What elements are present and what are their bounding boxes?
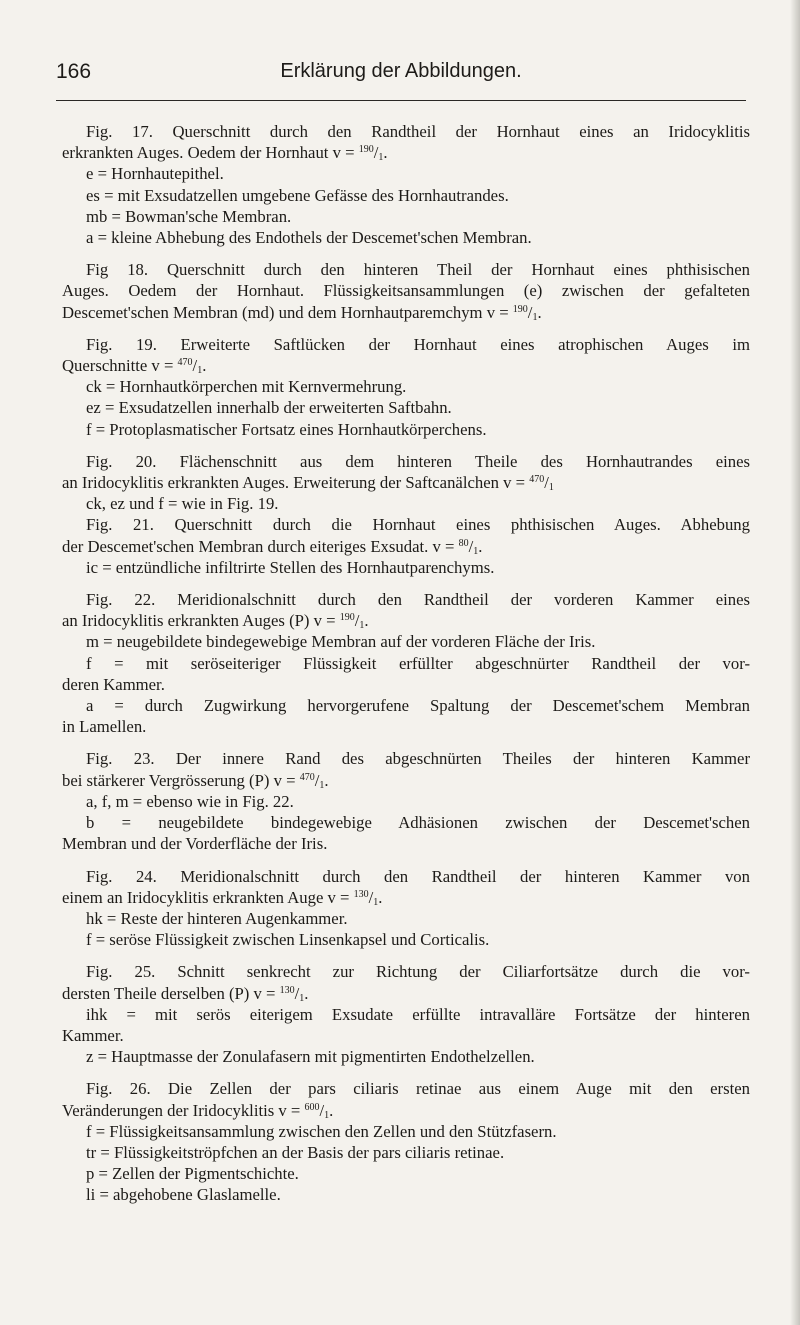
line-text: a = durch Zugwirkung hervorgerufene Spaltung der Descemet'schem Membran — [86, 696, 750, 716]
legend-item — [62, 397, 750, 418]
line-text: f = mit seröseiteriger Flüssigkeit erfüllter abgeschnürter Randtheil der vor- — [86, 653, 750, 673]
line-text: Descemet'schen Membran (md) und dem Hornhautparemchym v = — [62, 302, 513, 322]
legend-item — [62, 163, 750, 184]
line-text: a = kleine Abhebung des Endothels der Descemet'schen Membran. — [86, 228, 532, 248]
line-text: ihk = mit serös eiterigem Exsudate erfüllte intravalläre Fortsätze der hinteren — [86, 1004, 750, 1024]
fraction-slash: / — [294, 983, 300, 1003]
line-text: f = Flüssigkeitsansammlung zwischen den Zellen und den Stützfasern. — [86, 1121, 557, 1141]
line-text: Fig. 23. Der innere Rand des abgeschnürten Theiles der hinteren Kammer — [86, 749, 750, 769]
legend-item — [62, 695, 750, 716]
magnification-denominator: 1 — [373, 896, 379, 908]
line-text: Veränderungen der Iridocyklitis v = — [62, 1100, 305, 1120]
legend-item — [62, 514, 750, 535]
legend-item — [62, 493, 750, 514]
magnification-numerator: 600 — [304, 1101, 320, 1113]
page-header — [56, 60, 746, 101]
figure-caption-line — [62, 589, 750, 610]
line-text: bei stärkerer Vergrösserung (P) v = — [62, 770, 300, 790]
continuation-line — [62, 716, 750, 737]
line-text: Fig. 20. Flächenschnitt aus dem hinteren Theile des Hornhautrandes eines — [86, 451, 750, 471]
line-text: der Descemet'schen Membran durch eiteriges Exsudat. v = — [62, 536, 459, 556]
line-text: Fig. 19. Erweiterte Saftlücken der Hornhaut eines atrophischen Auges im — [86, 334, 750, 354]
fraction-slash: / — [527, 302, 533, 322]
figure-caption-line — [62, 748, 750, 769]
line-text: e = Hornhautepithel. — [86, 164, 224, 184]
line-text: dersten Theile derselben (P) v = — [62, 983, 280, 1003]
line-text: Fig. 21. Querschnitt durch die Hornhaut eines phthisischen Auges. Abhebung — [86, 515, 750, 535]
figure-caption-line — [62, 334, 750, 355]
figure-caption-line — [62, 866, 750, 887]
legend-item — [62, 1184, 750, 1205]
line-text: einem an Iridocyklitis erkrankten Auge v = — [62, 887, 354, 907]
continuation-line — [62, 1100, 750, 1121]
running-title: Erklärung der Abbildungen. — [280, 60, 522, 82]
line-end: . — [383, 143, 388, 163]
legend-item — [62, 1004, 750, 1025]
line-text: hk = Reste der hinteren Augenkammer. — [86, 908, 348, 928]
line-text: m = neugebildete bindegewebige Membran auf der vorderen Fläche der Iris. — [86, 632, 596, 652]
legend-item — [62, 206, 750, 227]
line-text: z = Hauptmasse der Zonulafasern mit pigmentirten Endothelzellen. — [86, 1047, 535, 1067]
line-text: Fig. 22. Meridionalschnitt durch den Randtheil der vorderen Kammer eines — [86, 590, 750, 610]
line-text: ic = entzündliche infiltrirte Stellen des Hornhautparenchyms. — [86, 557, 495, 577]
legend-item — [62, 185, 750, 206]
line-text: a, f, m = ebenso wie in Fig. 22. — [86, 791, 294, 811]
continuation-line — [62, 472, 750, 493]
magnification-numerator: 470 — [177, 357, 193, 369]
figure-caption-line — [62, 1078, 750, 1099]
magnification-denominator: 1 — [324, 1109, 330, 1121]
line-text: Fig. 24. Meridionalschnitt durch den Randtheil der hinteren Kammer von — [86, 866, 750, 886]
line-text: f = Protoplasmatischer Fortsatz eines Hornhautkörperchens. — [86, 419, 487, 439]
line-text: ez = Exsudatzellen innerhalb der erweiterten Saftbahn. — [86, 398, 452, 418]
fraction-slash: / — [354, 611, 360, 631]
fraction-slash: / — [544, 473, 549, 493]
line-text: Auges. Oedem der Hornhaut. Flüssigkeitsansammlungen (e) zwischen der gefalteten — [62, 281, 750, 301]
fraction-slash: / — [192, 356, 198, 376]
legend-item — [62, 557, 750, 578]
legend-item — [62, 631, 750, 652]
magnification-numerator: 130 — [279, 984, 295, 996]
magnification-numerator: 190 — [339, 612, 355, 624]
page-number: 166 — [56, 60, 92, 83]
continuation-line — [62, 1025, 750, 1046]
magnification-denominator: 1 — [319, 779, 325, 791]
legend-item — [62, 376, 750, 397]
magnification-denominator: 1 — [532, 311, 538, 323]
line-end: . — [378, 887, 383, 907]
line-text: tr = Flüssigkeitströpfchen an der Basis der pars ciliaris retinae. — [86, 1142, 505, 1162]
line-end: . — [478, 536, 483, 556]
line-end: . — [537, 302, 542, 322]
fraction-slash: / — [319, 1100, 325, 1120]
continuation-line — [62, 610, 750, 631]
fraction-slash: / — [373, 143, 379, 163]
line-text: Fig 18. Querschnitt durch den hinteren Theil der Hornhaut eines phthisischen — [86, 260, 750, 280]
line-end: . — [304, 983, 309, 1003]
legend-item — [62, 419, 750, 440]
continuation-line — [62, 674, 750, 695]
line-text: Fig. 17. Querschnitt durch den Randtheil der Hornhaut eines an Iridocyklitis — [86, 122, 750, 141]
magnification-denominator: 1 — [548, 482, 554, 494]
magnification-denominator: 1 — [473, 545, 479, 557]
figure-caption-line — [62, 451, 750, 472]
magnification-denominator: 1 — [378, 152, 384, 164]
line-text: Querschnitte v = — [62, 356, 178, 376]
fraction-slash: / — [368, 887, 374, 907]
figure-caption-line — [62, 121, 750, 142]
line-end: . — [202, 356, 207, 376]
line-text: Membran und der Vorderfläche der Iris. — [62, 834, 328, 854]
continuation-line — [62, 142, 750, 163]
line-text: Fig. 25. Schnitt senkrecht zur Richtung der Ciliarfortsätze durch die vor- — [86, 962, 750, 982]
magnification-denominator: 1 — [197, 365, 203, 377]
magnification-numerator: 130 — [353, 888, 369, 900]
line-text: ck, ez und f = wie in Fig. 19. — [86, 494, 279, 514]
magnification-numerator: 80 — [458, 537, 469, 549]
line-text: deren Kammer. — [62, 674, 165, 694]
line-text: f = seröse Flüssigkeit zwischen Linsenkapsel und Corticalis. — [86, 930, 490, 950]
fraction-slash: / — [468, 536, 474, 556]
line-text: b = neugebildete bindegewebige Adhäsionen zwischen der Descemet'schen — [86, 813, 750, 833]
line-text: Kammer. — [62, 1025, 124, 1045]
figure-caption-line — [62, 961, 750, 982]
legend-item — [62, 1046, 750, 1067]
continuation-line — [62, 302, 750, 323]
line-text: erkrankten Auges. Oedem der Hornhaut v = — [62, 143, 359, 163]
line-end: . — [329, 1100, 334, 1120]
line-end: . — [324, 770, 329, 790]
continuation-line — [62, 833, 750, 854]
line-text: mb = Bowman'sche Membran. — [86, 206, 292, 226]
legend-item — [62, 791, 750, 812]
continuation-line — [62, 887, 750, 908]
line-text: li = abgehobene Glaslamelle. — [86, 1185, 281, 1205]
line-text: p = Zellen der Pigmentschichte. — [86, 1164, 299, 1184]
line-text: es = mit Exsudatzellen umgebene Gefässe des Hornhautrandes. — [86, 185, 509, 205]
line-text: an Iridocyklitis erkrankten Auges (P) v = — [62, 611, 340, 631]
continuation-line — [62, 536, 750, 557]
continuation-line — [62, 280, 750, 301]
legend-item — [62, 929, 750, 950]
legend-item — [62, 1121, 750, 1142]
line-text: an Iridocyklitis erkrankten Auges. Erweiterung der Saftcanälchen v = — [62, 473, 530, 493]
line-text: ck = Hornhautkörperchen mit Kernvermehrung. — [86, 377, 407, 397]
legend-item — [62, 908, 750, 929]
page-edge-shadow — [790, 0, 800, 1325]
figure-caption-line — [62, 259, 750, 280]
continuation-line — [62, 983, 750, 1004]
figure-legends — [62, 121, 750, 1206]
legend-item — [62, 1163, 750, 1184]
line-end: . — [364, 611, 369, 631]
magnification-numerator: 470 — [299, 771, 315, 783]
line-text: Fig. 26. Die Zellen der pars ciliaris retinae aus einem Auge mit den ersten — [86, 1079, 750, 1099]
fraction-slash: / — [314, 770, 320, 790]
magnification-numerator: 470 — [529, 474, 545, 486]
legend-item — [62, 1142, 750, 1163]
line-text: in Lamellen. — [62, 717, 147, 737]
magnification-numerator: 190 — [512, 303, 528, 315]
continuation-line — [62, 355, 750, 376]
legend-item — [62, 227, 750, 248]
legend-item — [62, 653, 750, 674]
magnification-denominator: 1 — [359, 620, 365, 632]
magnification-numerator: 190 — [358, 144, 374, 156]
continuation-line — [62, 770, 750, 791]
magnification-denominator: 1 — [299, 992, 305, 1004]
legend-item — [62, 812, 750, 833]
